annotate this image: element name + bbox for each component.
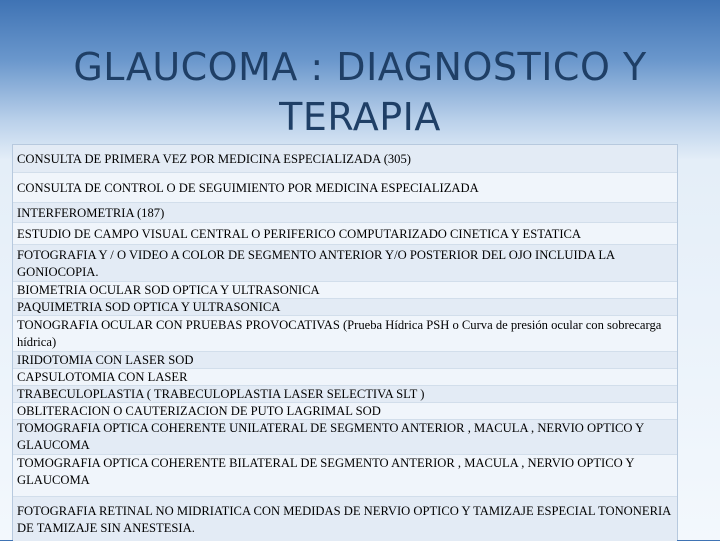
table-row: IRIDOTOMIA CON LASER SOD bbox=[13, 352, 677, 369]
table-row: FOTOGRAFIA Y / O VIDEO A COLOR DE SEGMENTO ANTERIOR Y/O POSTERIOR DEL OJO INCLUIDA LA GONIOCOPIA. bbox=[13, 245, 677, 282]
table-row: OBLITERACION O CAUTERIZACION DE PUTO LAGRIMAL SOD bbox=[13, 403, 677, 420]
table-row: TRABECULOPLASTIA ( TRABECULOPLASTIA LASER SELECTIVA SLT ) bbox=[13, 386, 677, 403]
title-line-2: TERAPIA bbox=[279, 95, 441, 139]
table-row: CONSULTA DE PRIMERA VEZ POR MEDICINA ESPECIALIZADA (305) bbox=[13, 145, 677, 173]
table-row: ESTUDIO DE CAMPO VISUAL CENTRAL O PERIFERICO COMPUTARIZADO CINETICA Y ESTATICA bbox=[13, 223, 677, 245]
table-row: PAQUIMETRIA SOD OPTICA Y ULTRASONICA bbox=[13, 299, 677, 316]
table-row: CAPSULOTOMIA CON LASER bbox=[13, 369, 677, 386]
table-row: TOMOGRAFIA OPTICA COHERENTE BILATERAL DE SEGMENTO ANTERIOR , MACULA , NERVIO OPTICO Y GLAUCOMA bbox=[13, 455, 677, 497]
table-row: INTERFEROMETRIA (187) bbox=[13, 203, 677, 223]
table-row: TONOGRAFIA OCULAR CON PRUEBAS PROVOCATIVAS (Prueba Hídrica PSH o Curva de presión ocular con sobrecarga hídrica) bbox=[13, 316, 677, 352]
title-line-1: GLAUCOMA : DIAGNOSTICO Y bbox=[73, 45, 647, 89]
table-row: BIOMETRIA OCULAR SOD OPTICA Y ULTRASONICA bbox=[13, 282, 677, 299]
procedures-table bbox=[12, 144, 678, 540]
table-row: CONSULTA DE CONTROL O DE SEGUIMIENTO POR MEDICINA ESPECIALIZADA bbox=[13, 173, 677, 203]
slide-title bbox=[40, 42, 680, 142]
table-row: FOTOGRAFIA RETINAL NO MIDRIATICA CON MEDIDAS DE NERVIO OPTICO Y TAMIZAJE ESPECIAL TONONERIA DE TAMIZAJE SIN ANESTESIA. bbox=[13, 497, 677, 541]
table-row: TOMOGRAFIA OPTICA COHERENTE UNILATERAL DE SEGMENTO ANTERIOR , MACULA , NERVIO OPTICO Y GLAUCOMA bbox=[13, 420, 677, 455]
